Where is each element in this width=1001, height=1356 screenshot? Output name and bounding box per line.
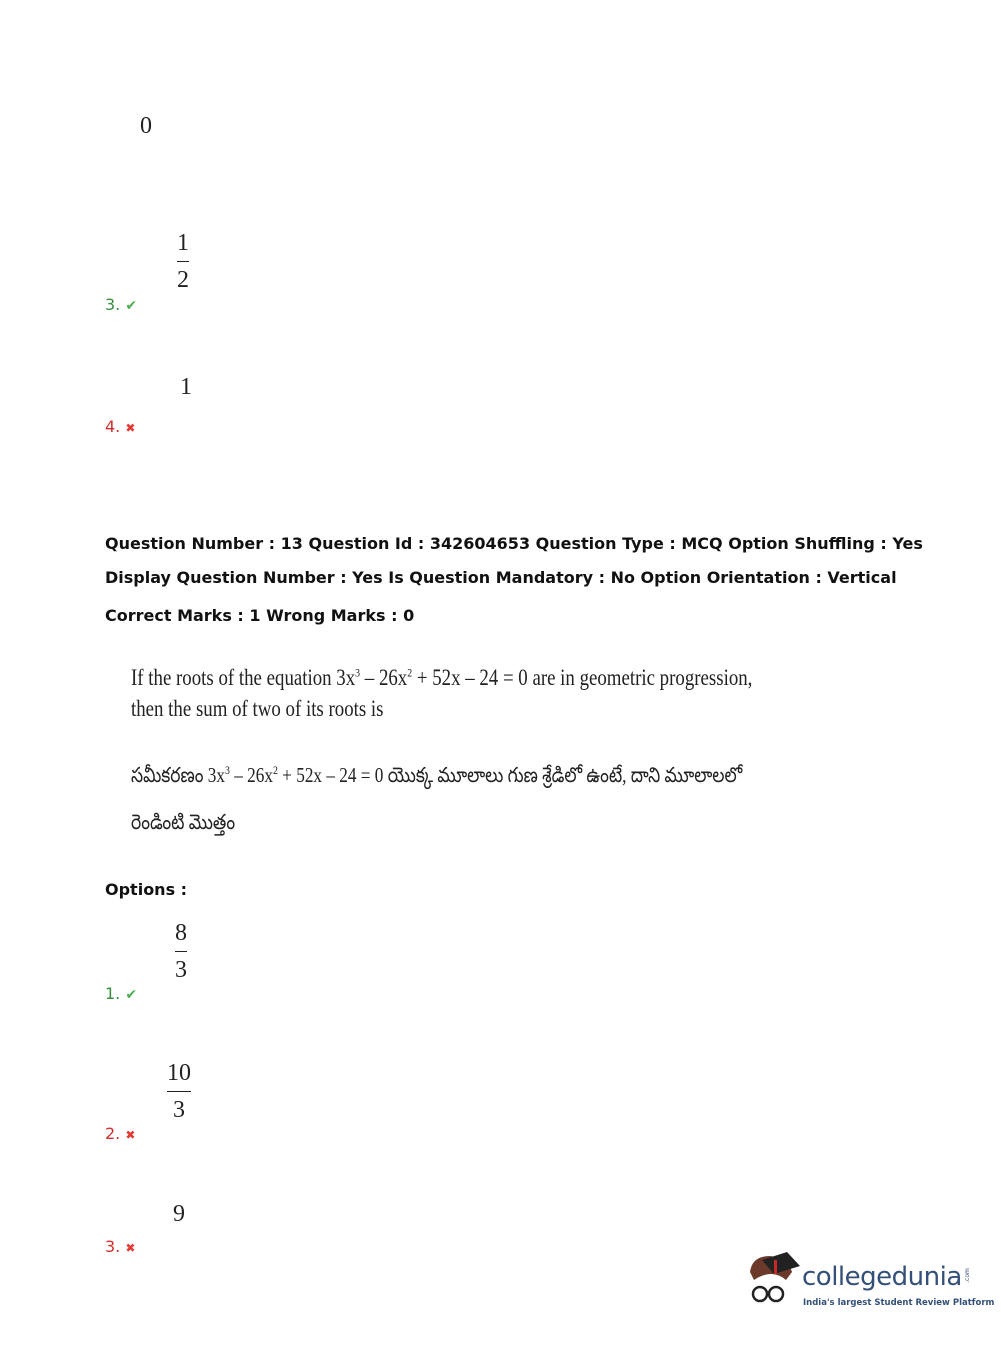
option-fraction	[175, 920, 187, 983]
text: – 26x	[229, 763, 273, 787]
logo-name: collegedunia	[802, 1262, 962, 1292]
numerator: 1	[177, 230, 189, 256]
option-value: 9	[173, 1201, 185, 1227]
exponent: 3	[355, 665, 361, 680]
check-icon: ✔	[125, 298, 138, 314]
cross-icon: ✖	[125, 1128, 136, 1142]
numerator: 8	[175, 920, 187, 946]
fraction-bar	[167, 1091, 191, 1092]
fraction-bar	[177, 261, 189, 262]
question-text-en-2: then the sum of two of its roots is	[131, 696, 384, 721]
mascot-icon	[742, 1250, 802, 1315]
question-text-en-1	[131, 665, 752, 691]
collegedunia-logo	[742, 1250, 995, 1320]
denominator: 3	[175, 957, 187, 983]
option-2-label	[105, 1124, 135, 1143]
exponent: 2	[407, 665, 413, 680]
options-label: Options :	[105, 880, 188, 899]
text: If the roots of the equation 3x	[131, 665, 356, 690]
cross-icon: ✖	[125, 1241, 136, 1255]
option-fraction	[177, 230, 189, 293]
check-icon: ✔	[125, 987, 138, 1003]
question-text-te-2: రెండింటి మొత్తం	[131, 810, 236, 834]
option-number: 4.	[105, 417, 121, 436]
question-meta-1: Question Number : 13 Question Id : 342604653 Question Type : MCQ Option Shuffling : Yes	[105, 534, 923, 553]
option-3-label	[105, 1237, 135, 1256]
option-3-label	[105, 295, 137, 314]
option-number: 2.	[105, 1124, 121, 1143]
denominator: 3	[173, 1097, 185, 1123]
option-number: 3.	[105, 295, 121, 314]
text: + 52x – 24 = 0 are in geometric progression,	[412, 665, 753, 690]
fraction-bar	[175, 951, 187, 952]
question-text-te-1	[131, 763, 742, 793]
option-value: 1	[180, 374, 192, 400]
cross-icon: ✖	[125, 421, 136, 435]
option-4-label	[105, 417, 135, 436]
exponent: 2	[272, 763, 278, 777]
question-meta-3: Correct Marks : 1 Wrong Marks : 0	[105, 606, 415, 625]
text: – 26x	[360, 665, 408, 690]
option-1-label	[105, 984, 137, 1003]
option-fraction	[167, 1060, 191, 1123]
option-number: 1.	[105, 984, 121, 1003]
logo-tagline: India's largest Student Review Platform	[803, 1298, 995, 1308]
option-value: 0	[140, 113, 152, 139]
text: + 52x – 24 = 0 యొక్క మూలాలు గుణ శ్రేడిలో ఉంటే, దాని మూలాలలో	[277, 763, 743, 787]
denominator: 2	[177, 267, 189, 293]
question-meta-2: Display Question Number : Yes Is Question Mandatory : No Option Orientation : Vertical	[105, 568, 897, 587]
numerator: 10	[167, 1060, 191, 1086]
option-number: 3.	[105, 1237, 121, 1256]
exponent: 3	[224, 763, 230, 777]
logo-suffix: .com	[963, 1268, 971, 1283]
text: సమీకరణం 3x	[131, 763, 225, 787]
